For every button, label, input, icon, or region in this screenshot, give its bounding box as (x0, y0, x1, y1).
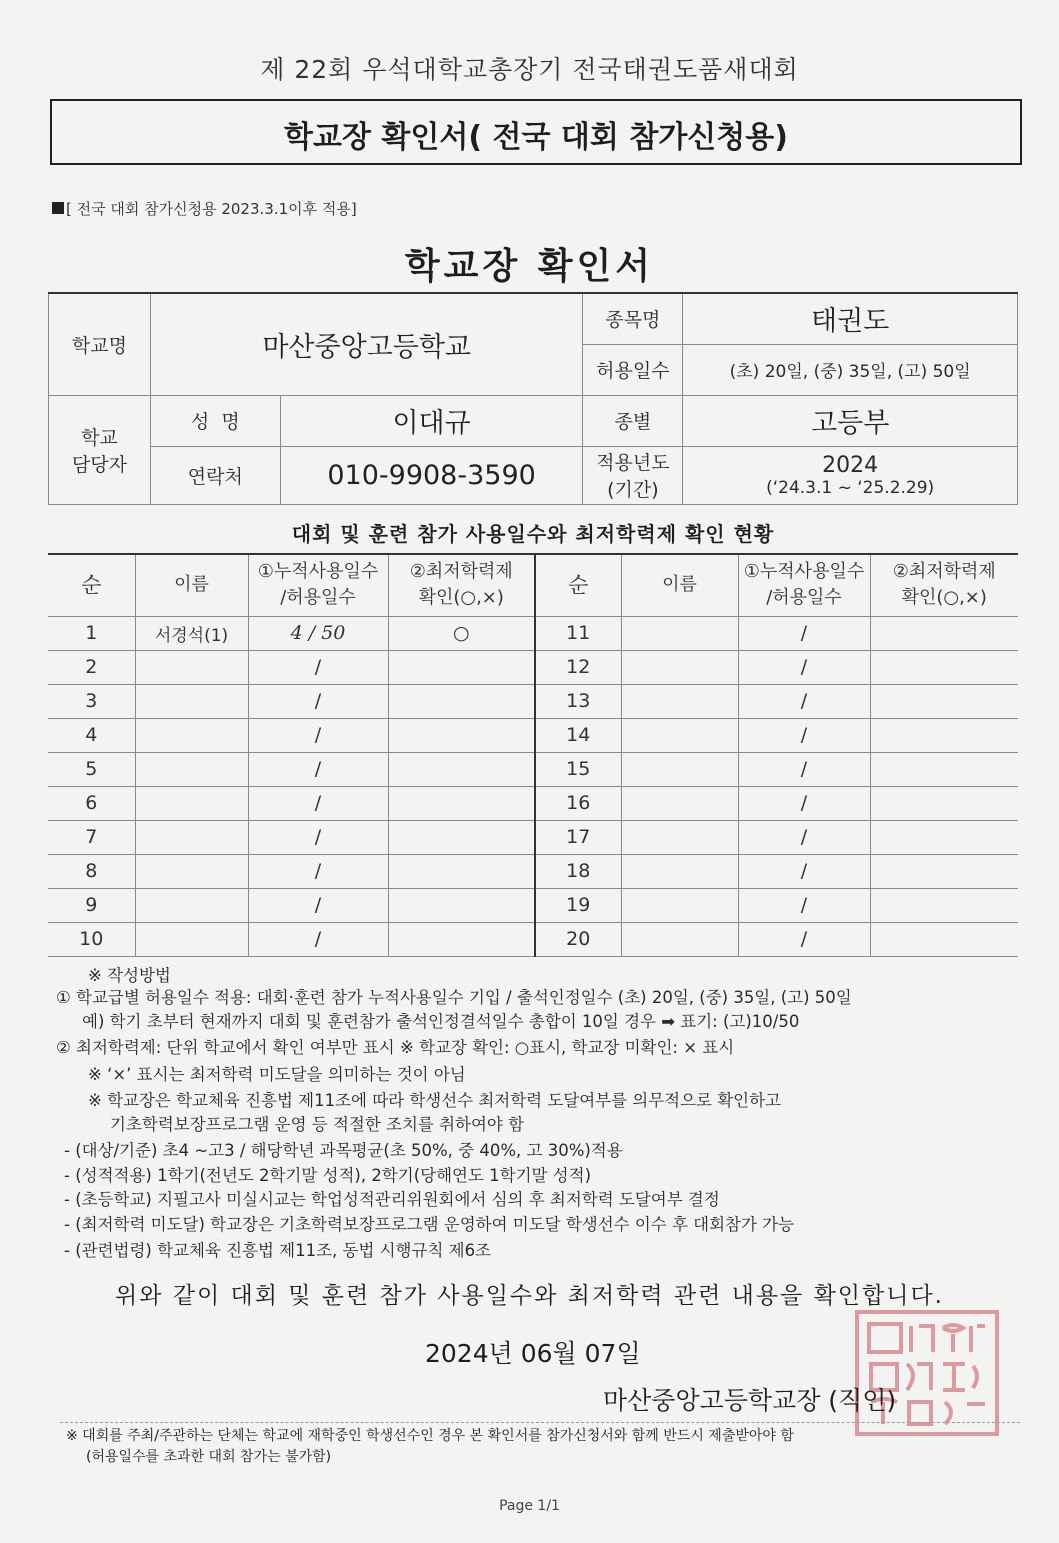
instruction-line: - (관련법령) 학교체육 진흥법 제11조, 동법 시행규칙 제6조 (64, 1241, 491, 1260)
usage-cell: / (248, 854, 388, 888)
header-usage-left-line2: /허용일수 (280, 587, 356, 609)
check-cell (388, 888, 535, 922)
school-name: 마산중앙고등학교 (150, 293, 583, 395)
name-cell (621, 854, 738, 888)
usage-cell: / (248, 820, 388, 854)
year-label (583, 446, 683, 504)
check-cell (870, 820, 1018, 854)
table-row (48, 718, 1018, 752)
check-cell (870, 616, 1018, 650)
confirmation-statement: 위와 같이 대회 및 훈련 참가 사용일수와 최저학력 관련 내용을 확인합니다. (115, 1283, 944, 1309)
instructions-heading: ※ 작성방법 (88, 966, 171, 985)
header-usage-right-line1: ①누적사용일수 (743, 561, 865, 583)
document-title: 학교장 확인서 (404, 246, 655, 287)
name-cell (621, 820, 738, 854)
square-bullet-icon (52, 202, 64, 214)
seq-cell: 15 (535, 752, 621, 786)
seq-cell: 19 (535, 888, 621, 922)
instruction-line: ※ 학교장은 학교체육 진흥법 제11조에 따라 학생선수 최저학력 도달여부를 의무적으로 확인하고 (88, 1091, 781, 1110)
table-row (48, 888, 1018, 922)
table-row (48, 752, 1018, 786)
name-cell (135, 786, 248, 820)
instruction-line: - (초등학교) 지필고사 미실시교는 학업성적관리위원회에서 심의 후 최저학력 도달여부 결정 (64, 1190, 720, 1209)
principal-signature: 마산중앙고등학교장 (직인) (603, 1386, 897, 1415)
seq-cell: 8 (48, 854, 135, 888)
name-cell (621, 786, 738, 820)
name-label: 성 명 (150, 395, 280, 446)
seq-cell: 2 (48, 650, 135, 684)
usage-cell: 4 / 50 (248, 616, 388, 650)
seq-cell: 12 (535, 650, 621, 684)
header-check-right-line2: 확인(○,×) (901, 587, 987, 609)
seq-cell: 7 (48, 820, 135, 854)
usage-cell: / (738, 820, 870, 854)
event-title: 제 22회 우석대학교총장기 전국태권도품새대회 (260, 55, 799, 84)
header-check-right-line1: ②최저학력제 (892, 561, 996, 583)
table-row (48, 684, 1018, 718)
check-cell (870, 888, 1018, 922)
table-row (48, 616, 1018, 650)
usage-cell: / (248, 684, 388, 718)
seq-cell: 4 (48, 718, 135, 752)
name-cell (621, 684, 738, 718)
year-cell (683, 446, 1018, 504)
year-value: 2024 (822, 452, 879, 478)
check-cell (388, 854, 535, 888)
school-label: 학교명 (49, 293, 151, 395)
name-cell (135, 650, 248, 684)
usage-table (48, 553, 1018, 957)
check-cell (388, 786, 535, 820)
seq-cell: 1 (48, 616, 135, 650)
sport-label: 종목명 (583, 293, 683, 344)
usage-cell: / (738, 888, 870, 922)
seq-cell: 3 (48, 684, 135, 718)
name-cell (135, 888, 248, 922)
header-check-left-line2: 확인(○,×) (418, 587, 504, 609)
divider (60, 1422, 1020, 1423)
check-cell: ○ (388, 616, 535, 650)
instruction-line: - (성적적용) 1학기(전년도 2학기말 성적), 2학기(당해연도 1학기말 성적) (64, 1166, 592, 1185)
table-row (48, 820, 1018, 854)
header-name-left: 이름 (135, 554, 248, 616)
name-cell (135, 752, 248, 786)
header-usage-left (248, 554, 388, 616)
sport-value: 태권도 (683, 293, 1018, 344)
usage-cell: / (738, 786, 870, 820)
manager-label-line2: 담당자 (71, 453, 127, 476)
name-cell (621, 922, 738, 956)
header-check-left-line1: ②최저학력제 (409, 561, 513, 583)
official-seal (855, 1310, 999, 1436)
usage-cell: / (248, 752, 388, 786)
check-cell (870, 718, 1018, 752)
instruction-line: ① 학교급별 허용일수 적용: 대회·훈련 참가 누적사용일수 기입 / 출석인정일수 (초) 20일, (중) 35일, (고) 50일 (56, 988, 852, 1007)
name-cell (135, 922, 248, 956)
table-row (48, 922, 1018, 956)
instruction-line: - (대상/기준) 초4 ~고3 / 해당학년 과목평균(초 50%, 중 40%, 고 30%)적용 (64, 1141, 623, 1160)
year-label-line1: 적용년도 (596, 452, 670, 474)
table-row (48, 650, 1018, 684)
period-value: (‘24.3.1 ~ ‘25.2.29) (766, 477, 935, 498)
check-cell (870, 752, 1018, 786)
instruction-line: 기초학력보장프로그램 운영 등 적절한 조치를 취하여야 함 (110, 1115, 525, 1134)
year-label-line2: (기간) (607, 479, 659, 501)
header-name-right: 이름 (621, 554, 738, 616)
name-value: 이대규 (280, 395, 583, 446)
name-cell (135, 820, 248, 854)
usage-cell: / (738, 650, 870, 684)
instruction-line: ② 최저학력제: 단위 학교에서 확인 여부만 표시 ※ 학교장 확인: ○표시, 학교장 미확인: × 표시 (56, 1038, 735, 1057)
name-cell (621, 616, 738, 650)
footer-note-sub: (허용일수를 초과한 대회 참가는 불가함) (86, 1449, 332, 1465)
usage-cell: / (248, 718, 388, 752)
notice-line (52, 198, 357, 219)
check-cell (870, 650, 1018, 684)
check-cell (388, 752, 535, 786)
division-label: 종별 (583, 395, 683, 446)
seq-cell: 5 (48, 752, 135, 786)
usage-cell: / (248, 786, 388, 820)
usage-cell: / (248, 922, 388, 956)
info-table (48, 292, 1018, 505)
usage-cell: / (248, 650, 388, 684)
usage-cell: / (738, 854, 870, 888)
contact-value: 010-9908-3590 (280, 446, 583, 504)
section-title: 대회 및 훈련 참가 사용일수와 최저학력제 확인 현황 (291, 522, 775, 546)
table-row (48, 854, 1018, 888)
header-check-right (870, 554, 1018, 616)
usage-cell: / (738, 752, 870, 786)
seq-cell: 11 (535, 616, 621, 650)
page-number: Page 1/1 (499, 1498, 560, 1514)
name-cell (621, 718, 738, 752)
check-cell (870, 684, 1018, 718)
check-cell (388, 922, 535, 956)
table-row (48, 786, 1018, 820)
name-cell (621, 752, 738, 786)
footer-note: ※ 대회를 주최/주관하는 단체는 학교에 재학중인 학생선수인 경우 본 확인서를 참가신청서와 함께 반드시 제출받아야 함 (66, 1428, 794, 1444)
check-cell (388, 820, 535, 854)
seq-cell: 18 (535, 854, 621, 888)
check-cell (388, 650, 535, 684)
manager-label-line1: 학교 (81, 426, 118, 449)
usage-cell: / (248, 888, 388, 922)
seq-cell: 6 (48, 786, 135, 820)
division-value: 고등부 (683, 395, 1018, 446)
seq-cell: 10 (48, 922, 135, 956)
check-cell (870, 786, 1018, 820)
name-cell (135, 854, 248, 888)
header-check-left (388, 554, 535, 616)
name-cell (621, 650, 738, 684)
name-cell (621, 888, 738, 922)
notice-text: [ 전국 대회 참가신청용 2023.3.1이후 적용] (66, 200, 357, 218)
instruction-line: ※ ‘×’ 표시는 최저학력 미도달을 의미하는 것이 아님 (88, 1065, 466, 1084)
usage-cell: / (738, 684, 870, 718)
header-seq-right: 순 (535, 554, 621, 616)
check-cell (870, 854, 1018, 888)
contact-label: 연락처 (150, 446, 280, 504)
name-cell (135, 684, 248, 718)
allowed-days-value: (초) 20일, (중) 35일, (고) 50일 (683, 344, 1018, 395)
usage-cell: / (738, 922, 870, 956)
check-cell (388, 684, 535, 718)
check-cell (870, 922, 1018, 956)
seq-cell: 9 (48, 888, 135, 922)
instruction-line: 예) 학기 초부터 현재까지 대회 및 훈련참가 출석인정결석일수 총합이 10일 경우 ➡ 표기: (고)10/50 (82, 1012, 800, 1031)
seq-cell: 17 (535, 820, 621, 854)
usage-cell: / (738, 718, 870, 752)
header-usage-right (738, 554, 870, 616)
name-cell (135, 718, 248, 752)
seq-cell: 16 (535, 786, 621, 820)
name-cell: 서경석(1) (135, 616, 248, 650)
check-cell (388, 718, 535, 752)
instruction-line: - (최저학력 미도달) 학교장은 기초학력보장프로그램 운영하여 미도달 학생선수 이수 후 대회참가 가능 (64, 1215, 795, 1234)
manager-label (49, 395, 151, 504)
header-seq-left: 순 (48, 554, 135, 616)
usage-table-body (48, 616, 1018, 956)
header-title: 학교장 확인서( 전국 대회 참가신청용) (284, 120, 788, 155)
seq-cell: 14 (535, 718, 621, 752)
header-usage-right-line2: /허용일수 (766, 587, 842, 609)
usage-cell: / (738, 616, 870, 650)
header-usage-left-line1: ①누적사용일수 (257, 561, 379, 583)
seq-cell: 13 (535, 684, 621, 718)
issue-date: 2024년 06월 07일 (425, 1339, 641, 1368)
seq-cell: 20 (535, 922, 621, 956)
allowed-days-label: 허용일수 (583, 344, 683, 395)
